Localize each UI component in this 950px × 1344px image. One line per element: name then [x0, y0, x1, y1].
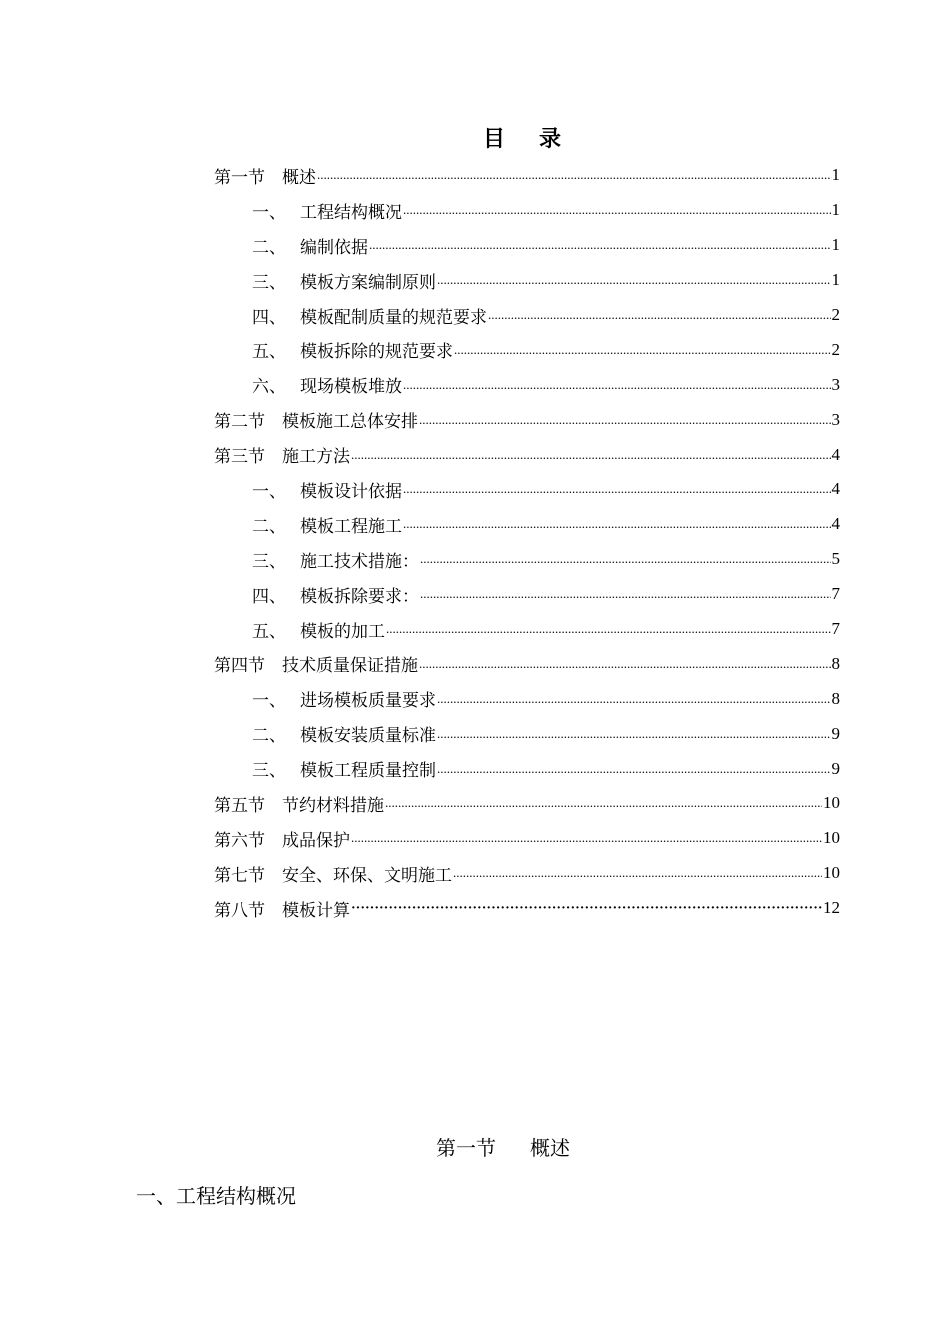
- toc-entry-number: 三、: [252, 551, 286, 572]
- toc-entry-page: 7: [831, 619, 840, 639]
- toc-entry-page: 12: [823, 898, 840, 918]
- toc-entry-title: 模板拆除的规范要求: [300, 342, 453, 363]
- toc-entry-page: 1: [831, 200, 840, 220]
- toc-leader-dots: [437, 270, 831, 290]
- toc-entry-number: 二、: [252, 726, 286, 747]
- table-of-contents: [214, 158, 840, 926]
- toc-entry-page: 8: [831, 688, 840, 708]
- toc-entry-number: 第七节: [214, 865, 265, 886]
- toc-leader-dots: [420, 549, 831, 569]
- toc-entry-number: 第一节: [214, 167, 265, 188]
- toc-title-part2: 录: [539, 127, 562, 152]
- section-heading-number: 第一节: [436, 1136, 496, 1160]
- toc-entry-number: 五、: [252, 342, 286, 363]
- toc-entry-page: 4: [831, 514, 840, 534]
- toc-leader-dots: [437, 759, 831, 779]
- toc-entry-title: 模板计算: [282, 900, 350, 921]
- toc-entry-page: 2: [831, 339, 840, 359]
- toc-leader-dots: [351, 898, 822, 918]
- toc-entry-number: 一、: [252, 202, 286, 223]
- toc-leader-dots: [403, 200, 831, 220]
- toc-leader-dots: [317, 165, 831, 185]
- toc-leader-dots: [454, 340, 831, 360]
- toc-entry-title: 模板工程施工: [300, 516, 402, 537]
- toc-leader-dots: [351, 445, 831, 465]
- toc-leader-dots: [419, 410, 831, 430]
- toc-entry-page: 3: [831, 374, 840, 394]
- toc-entry[interactable]: [214, 437, 840, 472]
- toc-entry[interactable]: [214, 332, 840, 367]
- toc-leader-dots: [386, 619, 831, 639]
- toc-entry[interactable]: [214, 542, 840, 577]
- toc-leader-dots: [403, 375, 831, 395]
- toc-entry-number: 一、: [252, 691, 286, 712]
- toc-entry-number: 第八节: [214, 900, 265, 921]
- toc-entry-page: 2: [831, 305, 840, 324]
- toc-title-part1: 目: [482, 127, 505, 152]
- section-heading-title: 概述: [530, 1136, 570, 1160]
- toc-entry-title: 编制依据: [300, 237, 368, 258]
- toc-entry-page: 9: [831, 723, 840, 743]
- toc-entry[interactable]: [214, 367, 840, 402]
- toc-entry-number: 六、: [252, 377, 286, 398]
- toc-entry[interactable]: [214, 402, 840, 437]
- toc-entry-number: 三、: [252, 761, 286, 782]
- toc-entry[interactable]: [214, 158, 840, 193]
- toc-entry-page: 1: [831, 270, 840, 290]
- toc-entry[interactable]: [214, 228, 840, 263]
- toc-entry-title: 施工技术措施：: [300, 551, 419, 572]
- toc-entry-title: 节约材料措施: [282, 795, 384, 816]
- toc-entry[interactable]: [214, 681, 840, 716]
- toc-entry-page: 3: [831, 409, 840, 429]
- toc-entry-page: 10: [823, 863, 840, 883]
- toc-entry-page: 10: [823, 793, 840, 813]
- toc-entry-page: 4: [831, 444, 840, 464]
- toc-entry-page: 1: [831, 165, 840, 185]
- toc-entry-title: 成品保护: [282, 830, 350, 851]
- toc-entry-title: 技术质量保证措施: [282, 656, 418, 677]
- toc-entry-title: 模板配制质量的规范要求: [300, 307, 487, 328]
- toc-entry-title: 模板方案编制原则: [300, 272, 436, 293]
- toc-entry[interactable]: [214, 298, 840, 333]
- toc-leader-dots: [453, 863, 822, 883]
- sub-heading: 一、工程结构概况: [136, 1184, 296, 1208]
- toc-leader-dots: [437, 689, 831, 709]
- toc-leader-dots: [437, 724, 831, 744]
- toc-entry-title: 工程结构概况: [300, 202, 402, 223]
- toc-entry-page: 4: [831, 479, 840, 499]
- toc-entry-page: 8: [831, 653, 840, 673]
- toc-entry-title: 模板工程质量控制: [300, 761, 436, 782]
- toc-title: [0, 122, 950, 153]
- toc-entry-title: 模板施工总体安排: [282, 412, 418, 433]
- toc-entry-page: 9: [831, 758, 840, 778]
- toc-entry-number: 一、: [252, 481, 286, 502]
- toc-entry[interactable]: [214, 751, 840, 786]
- toc-leader-dots: [488, 305, 831, 325]
- toc-leader-dots: [385, 793, 822, 813]
- toc-entry-number: 第六节: [214, 830, 265, 851]
- toc-entry-title: 安全、环保、文明施工: [282, 865, 452, 886]
- toc-entry[interactable]: [214, 507, 840, 542]
- toc-entry-title: 概述: [282, 167, 316, 188]
- toc-entry-number: 四、: [252, 586, 286, 607]
- toc-entry[interactable]: [214, 891, 840, 926]
- toc-entry-page: 10: [823, 828, 840, 848]
- toc-leader-dots: [403, 479, 831, 499]
- toc-entry-title: 现场模板堆放: [300, 377, 402, 398]
- toc-entry[interactable]: [214, 577, 840, 612]
- section-heading: [0, 1132, 950, 1161]
- toc-entry-number: 四、: [252, 307, 286, 328]
- toc-entry[interactable]: [214, 193, 840, 228]
- toc-entry-title: 施工方法: [282, 447, 350, 468]
- toc-entry-number: 二、: [252, 237, 286, 258]
- toc-entry-number: 第四节: [214, 656, 265, 677]
- toc-entry-number: 第二节: [214, 412, 265, 433]
- toc-entry-title: 模板拆除要求：: [300, 586, 419, 607]
- toc-leader-dots: [403, 514, 831, 534]
- toc-entry-number: 第五节: [214, 795, 265, 816]
- toc-entry-title: 进场模板质量要求: [300, 691, 436, 712]
- toc-entry-page: 7: [831, 584, 840, 604]
- toc-entry[interactable]: [214, 821, 840, 856]
- toc-entry-number: 三、: [252, 272, 286, 293]
- toc-entry-number: 五、: [252, 621, 286, 642]
- toc-entry[interactable]: [214, 716, 840, 751]
- toc-entry[interactable]: [214, 263, 840, 298]
- toc-entry[interactable]: [214, 786, 840, 821]
- toc-leader-dots: [351, 828, 822, 848]
- toc-entry-page: 1: [831, 235, 840, 255]
- toc-leader-dots: [420, 584, 831, 604]
- toc-entry-title: 模板设计依据: [300, 481, 402, 502]
- toc-entry[interactable]: [214, 856, 840, 891]
- toc-entry-page: 5: [831, 549, 840, 569]
- toc-entry-number: 二、: [252, 516, 286, 537]
- toc-leader-dots: [369, 235, 831, 255]
- toc-leader-dots: [419, 654, 831, 674]
- toc-entry-title: 模板的加工: [300, 621, 385, 642]
- toc-entry[interactable]: [214, 472, 840, 507]
- toc-entry[interactable]: [214, 646, 840, 681]
- toc-entry-number: 第三节: [214, 447, 265, 468]
- toc-entry[interactable]: [214, 612, 840, 647]
- toc-entry-title: 模板安装质量标准: [300, 726, 436, 747]
